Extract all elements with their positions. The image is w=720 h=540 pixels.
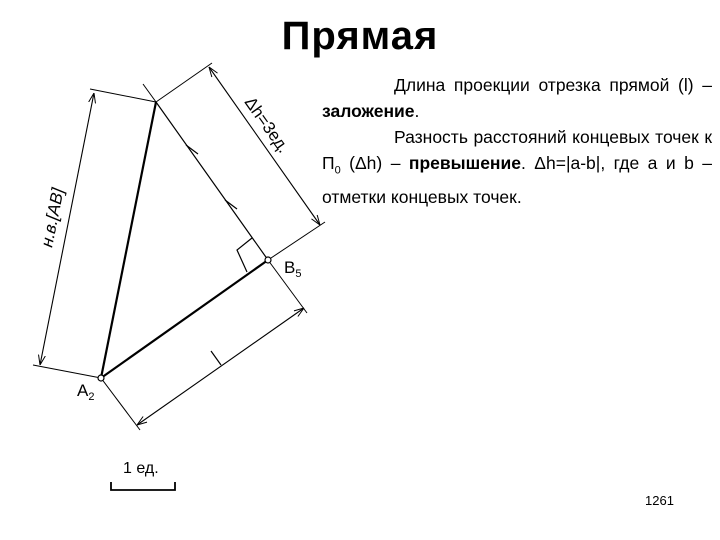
extension-line-b bbox=[268, 222, 325, 260]
l-dimension bbox=[137, 308, 304, 425]
extension-line-a-left bbox=[33, 365, 101, 378]
paragraph-projection-length: Длина проекции отрезка прямой (l) – заложение. bbox=[322, 75, 712, 121]
scale-bar bbox=[111, 482, 175, 490]
projection-segment-ab bbox=[101, 260, 268, 378]
point-a bbox=[98, 375, 104, 381]
perpendicular-line bbox=[156, 102, 268, 260]
label-true-length: н.в.[AB] bbox=[37, 186, 68, 249]
term-zalozhenie: заложение bbox=[322, 101, 415, 121]
label-point-b: $B_5$ bbox=[284, 258, 302, 280]
l-dimension-tick bbox=[211, 351, 221, 365]
scale-label: 1 ед. bbox=[123, 460, 159, 477]
label-delta-h: Δh=3ед. bbox=[240, 93, 294, 157]
right-angle-marker bbox=[237, 238, 252, 272]
delta-h-dimension bbox=[209, 67, 320, 225]
page-number: 1261 bbox=[645, 493, 674, 508]
page-title: Прямая bbox=[281, 14, 439, 58]
extension-line-top-right bbox=[156, 63, 212, 102]
extension-line-top-left bbox=[143, 84, 156, 102]
paragraph-elevation-difference: Разность расстояний концевых точек к $П_0$ (Δh) – превышение. Δh=|a-b|, где a и b – отметки концевых точек. bbox=[322, 127, 713, 207]
extension-line-top-left-2 bbox=[90, 89, 156, 102]
label-point-a: $A_2$ bbox=[77, 381, 95, 403]
extension-line-a-down bbox=[101, 378, 140, 430]
term-prevyshenie: превышение bbox=[408, 153, 521, 173]
point-b bbox=[265, 257, 271, 263]
true-length-segment bbox=[101, 102, 156, 378]
